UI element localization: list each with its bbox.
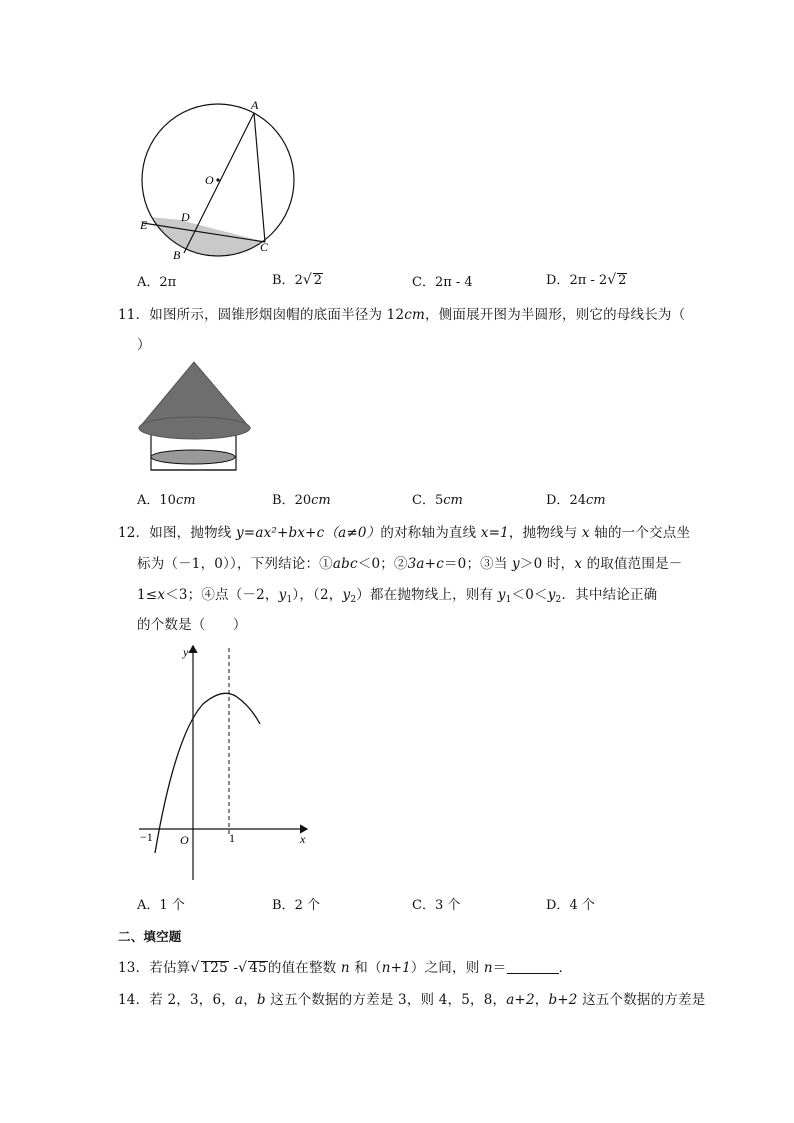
option-letter: A． bbox=[137, 898, 160, 913]
option-text: 1 个 bbox=[159, 898, 185, 913]
unit: cm bbox=[443, 493, 463, 508]
q11-option-a[interactable] bbox=[137, 489, 196, 508]
variable: x bbox=[574, 556, 583, 572]
q11-option-b[interactable] bbox=[272, 489, 331, 508]
q10-option-c[interactable] bbox=[412, 271, 473, 290]
variable: b+2 bbox=[548, 992, 578, 1008]
option-letter: D． bbox=[546, 493, 570, 508]
option-text: 2π - 4 bbox=[434, 275, 473, 290]
q12-line2 bbox=[137, 552, 683, 572]
text: ，抛物线与 bbox=[508, 525, 582, 541]
q12-option-d[interactable] bbox=[546, 894, 595, 913]
text: ），（2， bbox=[292, 587, 343, 603]
text: 标为（－1，0）），下列结论：① bbox=[137, 556, 333, 572]
option-letter: A． bbox=[137, 493, 160, 508]
option-letter: D． bbox=[546, 898, 570, 913]
cone-chimney-cap-figure bbox=[136, 360, 256, 480]
option-text: 24 bbox=[569, 493, 586, 508]
option-text: 2π - 2 bbox=[569, 273, 608, 288]
equation: 3a+c bbox=[407, 556, 444, 572]
tick-1: 1 bbox=[229, 831, 235, 845]
q13-line: 13．若估算√ 125 -√ 45的值在整数 n 和（n+1）之间，则 n＝ ． bbox=[118, 960, 573, 976]
section-heading: 二、填空题 bbox=[118, 929, 182, 944]
text: 1≤ bbox=[137, 587, 158, 603]
variable: y bbox=[547, 587, 556, 603]
question-number: 13． bbox=[118, 960, 150, 976]
text: ＝0；③当 bbox=[443, 556, 513, 572]
q11-option-c[interactable] bbox=[412, 489, 463, 508]
circle-figure bbox=[130, 95, 310, 265]
radicand: 125 bbox=[201, 960, 228, 976]
q11-option-d[interactable] bbox=[546, 489, 606, 508]
text: 的对称轴为直线 bbox=[380, 525, 481, 541]
q12-option-b[interactable] bbox=[272, 894, 320, 913]
option-text: 10 bbox=[159, 493, 176, 508]
option-letter: C． bbox=[412, 898, 435, 913]
text: - bbox=[228, 960, 239, 976]
variable: n bbox=[340, 960, 350, 976]
text: 的值在整数 bbox=[267, 960, 341, 976]
q11-line1 bbox=[118, 303, 685, 323]
label-o: O bbox=[205, 173, 214, 187]
option-letter: C． bbox=[412, 493, 435, 508]
tick-neg1: −1 bbox=[140, 830, 153, 844]
text: 若估算 bbox=[149, 960, 191, 976]
text: 这五个数据的方差是 3，则 4，5，8， bbox=[265, 992, 507, 1008]
text: 这五个数据的方差是 bbox=[577, 992, 706, 1008]
text: ） bbox=[137, 337, 151, 353]
variable: a bbox=[234, 992, 244, 1008]
text: 和（ bbox=[349, 960, 382, 976]
unit: cm bbox=[311, 493, 331, 508]
q10-option-d[interactable]: D．2π - 2√ 2 bbox=[546, 272, 627, 288]
text: ）之间，则 bbox=[410, 960, 484, 976]
option-text: 2 bbox=[294, 273, 303, 288]
variable: x bbox=[581, 525, 590, 541]
chord-ac bbox=[254, 113, 265, 242]
equation: y=ax²+bx+c（a≠0） bbox=[235, 525, 381, 541]
label-b: B bbox=[173, 248, 181, 262]
answer-blank[interactable] bbox=[507, 961, 559, 974]
radicand: 45 bbox=[249, 960, 267, 976]
text: ＞0 时， bbox=[519, 556, 575, 572]
text: 如图，抛物线 bbox=[149, 525, 236, 541]
option-text: 3 个 bbox=[434, 898, 461, 913]
option-letter: B． bbox=[272, 273, 295, 288]
x-label: x bbox=[300, 832, 306, 846]
q12-option-a[interactable] bbox=[137, 894, 185, 913]
radicand: 2 bbox=[313, 273, 323, 288]
variable: y bbox=[497, 587, 506, 603]
option-letter: D． bbox=[546, 273, 570, 288]
question-number: 12． bbox=[118, 525, 150, 541]
equation: x=1 bbox=[480, 525, 509, 541]
parabola-graph bbox=[137, 642, 312, 882]
option-letter: B． bbox=[272, 493, 295, 508]
text: ， bbox=[243, 992, 257, 1008]
variable: y bbox=[512, 556, 520, 572]
label-c: C bbox=[260, 240, 269, 254]
text: ，侧面展开图为半圆形，则它的母线长为（ bbox=[425, 307, 686, 323]
text: ＝ bbox=[492, 960, 507, 976]
variable: y bbox=[278, 587, 287, 603]
radicand: 2 bbox=[618, 273, 627, 288]
shaded-region bbox=[130, 215, 265, 265]
option-letter: C． bbox=[412, 275, 435, 290]
unit: cm bbox=[175, 493, 196, 508]
label-d: D bbox=[181, 210, 190, 224]
text: ． bbox=[558, 960, 573, 976]
variable: n+1 bbox=[381, 960, 411, 976]
question-number: 14． bbox=[118, 992, 150, 1008]
q12-line1 bbox=[118, 521, 690, 541]
variable: n bbox=[483, 960, 493, 976]
option-letter: A． bbox=[137, 275, 160, 290]
option-text: 20 bbox=[294, 493, 312, 508]
y-label: y bbox=[183, 645, 189, 659]
option-text: 2 个 bbox=[294, 898, 320, 913]
text: 轴的一个交点坐 bbox=[589, 525, 691, 541]
origin-label: O bbox=[180, 833, 189, 847]
text: 如图所示，圆锥形烟囱帽的底面半径为 12 bbox=[149, 307, 405, 323]
q12-line4 bbox=[137, 613, 247, 633]
variable: abc bbox=[332, 556, 358, 572]
q12-option-c[interactable] bbox=[412, 894, 460, 913]
option-letter: B． bbox=[272, 898, 295, 913]
text: ）都在抛物线上，则有 bbox=[356, 587, 498, 603]
variable: b bbox=[256, 992, 266, 1008]
variable: y bbox=[342, 587, 351, 603]
text: 的个数是（ ） bbox=[137, 617, 247, 633]
q10-option-b[interactable]: B．2√ 2 bbox=[272, 272, 323, 288]
option-text: 5 bbox=[434, 493, 444, 508]
q14-line bbox=[118, 988, 705, 1008]
text: 若 2，3，6， bbox=[149, 992, 235, 1008]
variable: x bbox=[157, 587, 166, 603]
q10-option-a[interactable] bbox=[137, 271, 176, 290]
q11-line2 bbox=[137, 333, 151, 353]
variable: a+2 bbox=[506, 992, 535, 1008]
unit: cm bbox=[404, 307, 426, 323]
label-e: E bbox=[140, 218, 148, 232]
unit: cm bbox=[585, 493, 606, 508]
question-number: 11． bbox=[118, 307, 150, 323]
option-text: 4 个 bbox=[569, 898, 595, 913]
text: ＜0；② bbox=[357, 556, 408, 572]
text: 的取值范围是－ bbox=[582, 556, 683, 572]
option-text: 2π bbox=[159, 275, 177, 290]
q12-line3: 1≤x＜3；④点（－2，$y_1$），（2，$y_2$）都在抛物线上，则有 $y_1<0<y_2$．其中结论正确 bbox=[137, 587, 658, 605]
label-a: A bbox=[251, 98, 259, 112]
text: ．其中结论正确 bbox=[561, 587, 658, 603]
center-dot bbox=[216, 178, 219, 181]
text: ＜0＜ bbox=[511, 587, 548, 603]
text: ， bbox=[534, 992, 549, 1008]
text: ＜3；④点（－2， bbox=[165, 587, 279, 603]
